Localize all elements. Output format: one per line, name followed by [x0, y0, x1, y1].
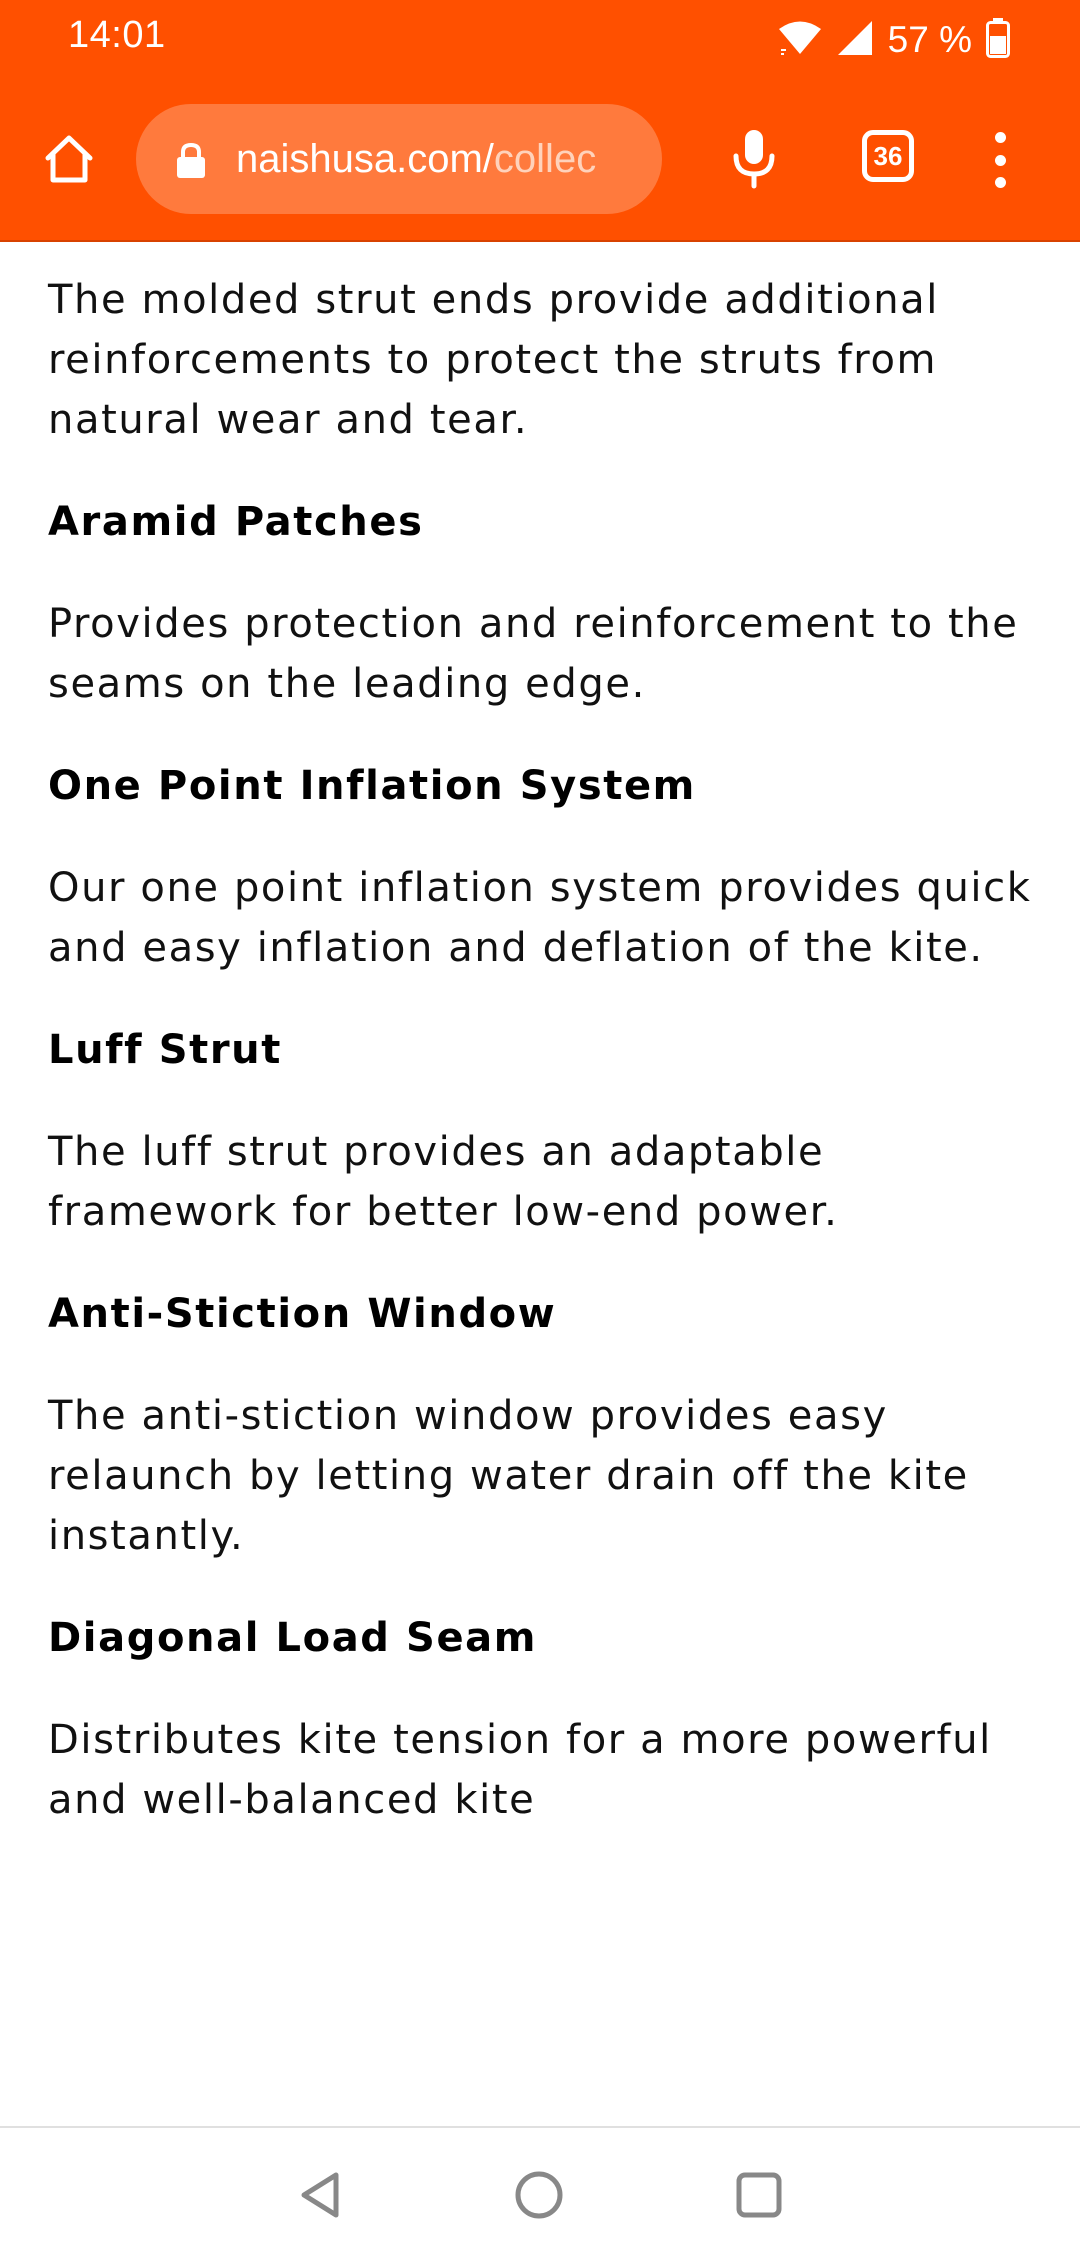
url-path: collec: [493, 137, 597, 181]
section-body: The anti-stiction window provides easy relaunch by letting water drain off the kite instantly.: [48, 1393, 969, 1559]
url-text[interactable]: [236, 134, 636, 184]
battery-percent: 57 %: [887, 19, 972, 60]
section-body: Our one point inflation system provides quick and easy inflation and deflation of the kite.: [48, 865, 1032, 971]
menu-dot: [995, 177, 1006, 188]
section-heading: Aramid Patches: [48, 499, 424, 545]
home-icon: [42, 132, 96, 186]
browser-toolbar: [0, 80, 1080, 242]
section-heading: Luff Strut: [48, 1027, 282, 1073]
section-body: Provides protection and reinforcement to the seams on the leading edge.: [48, 601, 1019, 707]
home-circle-icon[interactable]: [512, 2168, 566, 2222]
system-nav-bar: [0, 2126, 1080, 2262]
home-button[interactable]: [36, 126, 102, 192]
menu-dot: [995, 132, 1006, 143]
url-bar[interactable]: [136, 104, 662, 214]
section-heading: One Point Inflation System: [48, 763, 696, 809]
back-icon[interactable]: [296, 2170, 346, 2220]
section-body: Distributes kite tension for a more powerful and well-balanced kite: [48, 1717, 992, 1823]
section-heading: Anti-Stiction Window: [48, 1291, 557, 1337]
tab-count: 36: [873, 140, 903, 171]
menu-dot: [995, 155, 1006, 166]
status-icons: [778, 16, 1010, 64]
intro-paragraph: The molded strut ends provide additional reinforcements to protect the struts from natural wear and tear.: [48, 277, 939, 443]
status-time: 14:01: [68, 14, 166, 56]
microphone-icon: [732, 128, 776, 190]
battery-icon: [986, 18, 1010, 62]
status-bar: [0, 0, 1080, 80]
page-content: [48, 270, 1038, 1830]
wifi-icon: [778, 20, 822, 60]
more-vert-icon[interactable]: [980, 132, 1020, 188]
recents-icon[interactable]: [734, 2170, 784, 2220]
section-heading: Diagonal Load Seam: [48, 1615, 538, 1661]
tabs-button[interactable]: [862, 130, 914, 182]
section-body: The luff strut provides an adaptable framework for better low-end power.: [48, 1129, 839, 1235]
lock-icon: [174, 142, 208, 180]
voice-search-button[interactable]: [724, 124, 784, 194]
url-domain: naishusa.com/: [236, 137, 494, 181]
cell-signal-icon: [836, 19, 874, 61]
